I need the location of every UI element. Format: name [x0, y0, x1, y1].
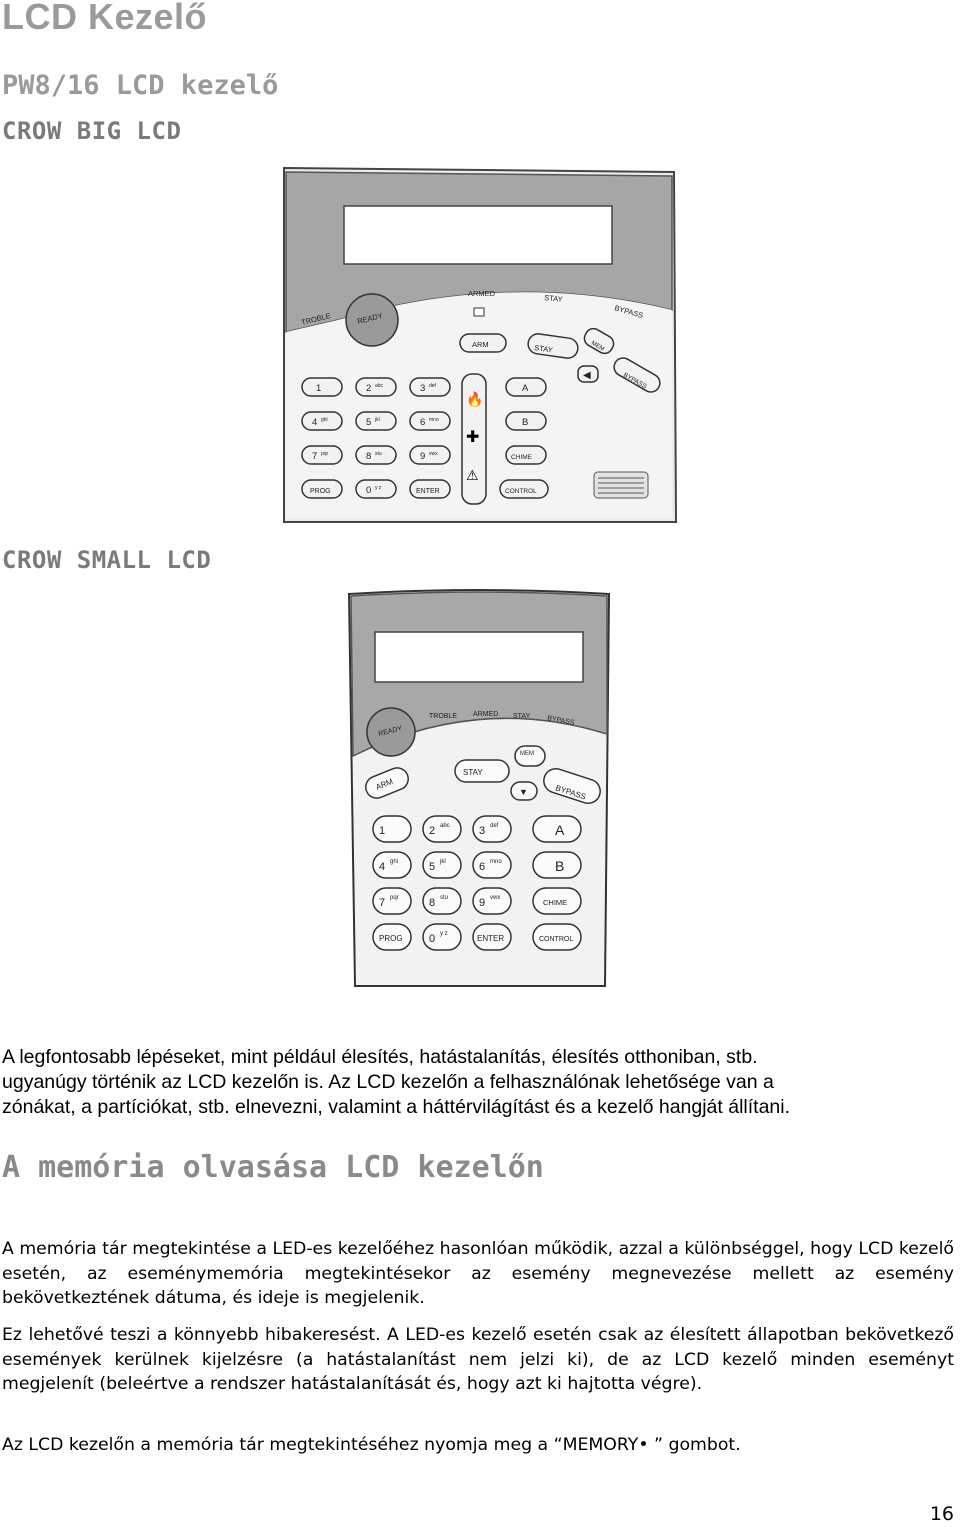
big-key-7-sub: pqr: [321, 451, 329, 457]
big-key-9: 9: [420, 451, 426, 462]
small-key-3: 3: [479, 825, 486, 837]
indicator-armed-label: ARMED: [468, 289, 496, 298]
panic-icon: ⚠: [466, 467, 479, 483]
small-key-8-sub: stu: [440, 895, 449, 901]
small-indicator-bypass-label: BYPASS: [546, 715, 575, 727]
small-key-6: 6: [479, 861, 486, 873]
big-key-8-sub: stu: [375, 451, 382, 457]
small-key-1: 1: [379, 825, 386, 837]
small-key-8: 8: [429, 897, 436, 909]
small-key-prog: PROG: [379, 934, 403, 943]
big-key-1: 1: [316, 383, 322, 394]
big-key-a: A: [522, 383, 529, 394]
section-heading-small-lcd: CROW SMALL LCD: [2, 546, 212, 574]
small-indicator-armed-label: ARMED: [473, 711, 499, 718]
fire-icon: 🔥: [466, 391, 484, 407]
small-key-5-sub: jkl: [440, 859, 446, 865]
small-lcd-display: [375, 632, 583, 682]
page-number: 16: [929, 1503, 954, 1525]
small-key-2: 2: [429, 825, 436, 837]
big-key-prog: PROG: [310, 488, 331, 495]
small-stay-key-label: STAY: [463, 768, 483, 777]
small-mem-key-label: MEM: [520, 751, 534, 757]
armed-led: [474, 308, 484, 316]
memory-section-heading: A memória olvasása LCD kezelőn: [2, 1150, 544, 1185]
small-key-7-sub: pqr: [390, 895, 399, 901]
memory-paragraph-1: A memória tár megtekintése a LED-es kezelőéhez hasonlóan működik, azzal a különbséggel, hogy LCD kezelő esetén, az eseménymemória megtekintésekor az esemény megnevezése mellett az esemény bekövetkeztének dátuma, és ideje is megjelenik.: [2, 1239, 954, 1308]
big-key-4-sub: ghi: [321, 417, 328, 423]
big-key-2-sub: abc: [375, 383, 384, 389]
small-key-6-sub: mno: [490, 859, 502, 865]
small-key-0-sub: y z: [440, 931, 448, 937]
small-key-control: CONTROL: [539, 936, 574, 943]
small-key-enter: ENTER: [477, 934, 505, 943]
small-key-4-sub: ghi: [390, 859, 399, 865]
big-key-control: CONTROL: [505, 488, 537, 495]
big-lcd-keypad-illustration: [278, 160, 678, 528]
left-arrow-icon: ◀: [583, 370, 591, 381]
indicator-stay-label: STAY: [543, 293, 564, 304]
small-key-a: A: [555, 822, 565, 838]
small-key-0: 0: [429, 933, 436, 945]
small-key-7: 7: [379, 897, 386, 909]
down-arrow-icon: ▼: [519, 787, 528, 797]
small-indicator-ready-label: READY: [377, 725, 403, 738]
small-key-9-sub: vwx: [490, 895, 501, 901]
small-indicator-troble-label: TROBLE: [429, 713, 458, 720]
big-arm-key-label: ARM: [472, 340, 489, 349]
indicator-troble-label: TROBLE: [300, 310, 332, 327]
small-key-3-sub: def: [490, 823, 499, 829]
page-subtitle: PW8/16 LCD kezelő: [2, 70, 279, 101]
big-key-7: 7: [312, 451, 318, 462]
memory-paragraph-3: Az LCD kezelőn a memória tár megtekintéséhez nyomja meg a “MEMORY• ” gombot.: [2, 1435, 741, 1455]
small-key-4: 4: [379, 861, 386, 873]
big-key-6-sub: mno: [429, 417, 439, 423]
big-key-8: 8: [366, 451, 372, 462]
big-key-2: 2: [366, 383, 372, 394]
page-title: LCD Kezelő: [2, 0, 208, 37]
indicator-ready-label: READY: [356, 310, 384, 326]
big-key-3-sub: def: [429, 383, 436, 389]
big-stay-key-label: STAY: [533, 343, 554, 355]
intro-line-1: A legfontosabb lépéseket, mint például élesítés, hatástalanítás, élesítés otthoniban, stb.: [2, 1046, 758, 1068]
big-key-3: 3: [420, 383, 426, 394]
small-lcd-keypad-illustration: [343, 586, 615, 990]
speaker-grille: [594, 472, 648, 498]
memory-paragraph-2: Ez lehetővé teszi a könnyebb hibakeresést. A LED-es kezelő esetén csak az élesített állapotban bekövetkező események kerülnek kijelzésre (a hatástalanítást nem jelzi ki), de az LCD kezelő minden eseményt megjelenít (beleértve a rendszer hatástalanítását és, hogy azt ki hajtotta végre).: [2, 1325, 954, 1394]
big-mem-key-label: MEM: [590, 340, 606, 353]
big-key-0-sub: y z: [375, 485, 382, 491]
intro-line-3: zónákat, a partíciókat, stb. elnevezni, valamint a háttérvilágítást és a kezelő hangját állítani.: [2, 1096, 791, 1118]
big-key-5-sub: jkl: [375, 417, 380, 423]
small-key-chime: CHIME: [543, 898, 568, 907]
small-key-5: 5: [429, 861, 436, 873]
big-key-0: 0: [366, 485, 372, 496]
indicator-bypass-label: BYPASS: [613, 303, 645, 321]
small-bypass-key-label: BYPASS: [554, 783, 588, 802]
big-key-enter: ENTER: [416, 488, 440, 495]
big-key-b: B: [522, 417, 529, 428]
small-key-2-sub: abc: [440, 823, 450, 829]
big-key-4: 4: [312, 417, 318, 428]
intro-paragraph: [2, 1045, 952, 1120]
small-arm-key-label: ARM: [374, 776, 395, 792]
small-indicator-stay-label: STAY: [513, 713, 531, 720]
small-key-b: B: [555, 858, 565, 874]
small-key-9: 9: [479, 897, 486, 909]
section-heading-big-lcd: CROW BIG LCD: [2, 117, 182, 145]
big-bypass-key-label: BYPASS: [622, 371, 648, 391]
big-key-chime: CHIME: [511, 454, 532, 461]
big-lcd-display: [344, 206, 612, 264]
big-key-5: 5: [366, 417, 372, 428]
big-key-6: 6: [420, 417, 426, 428]
big-key-9-sub: vwx: [429, 451, 438, 457]
intro-line-2: ugyanúgy történik az LCD kezelőn is. Az LCD kezelőn a felhasználónak lehetősége van a: [2, 1071, 774, 1093]
medical-cross-icon: ✚: [466, 429, 480, 446]
